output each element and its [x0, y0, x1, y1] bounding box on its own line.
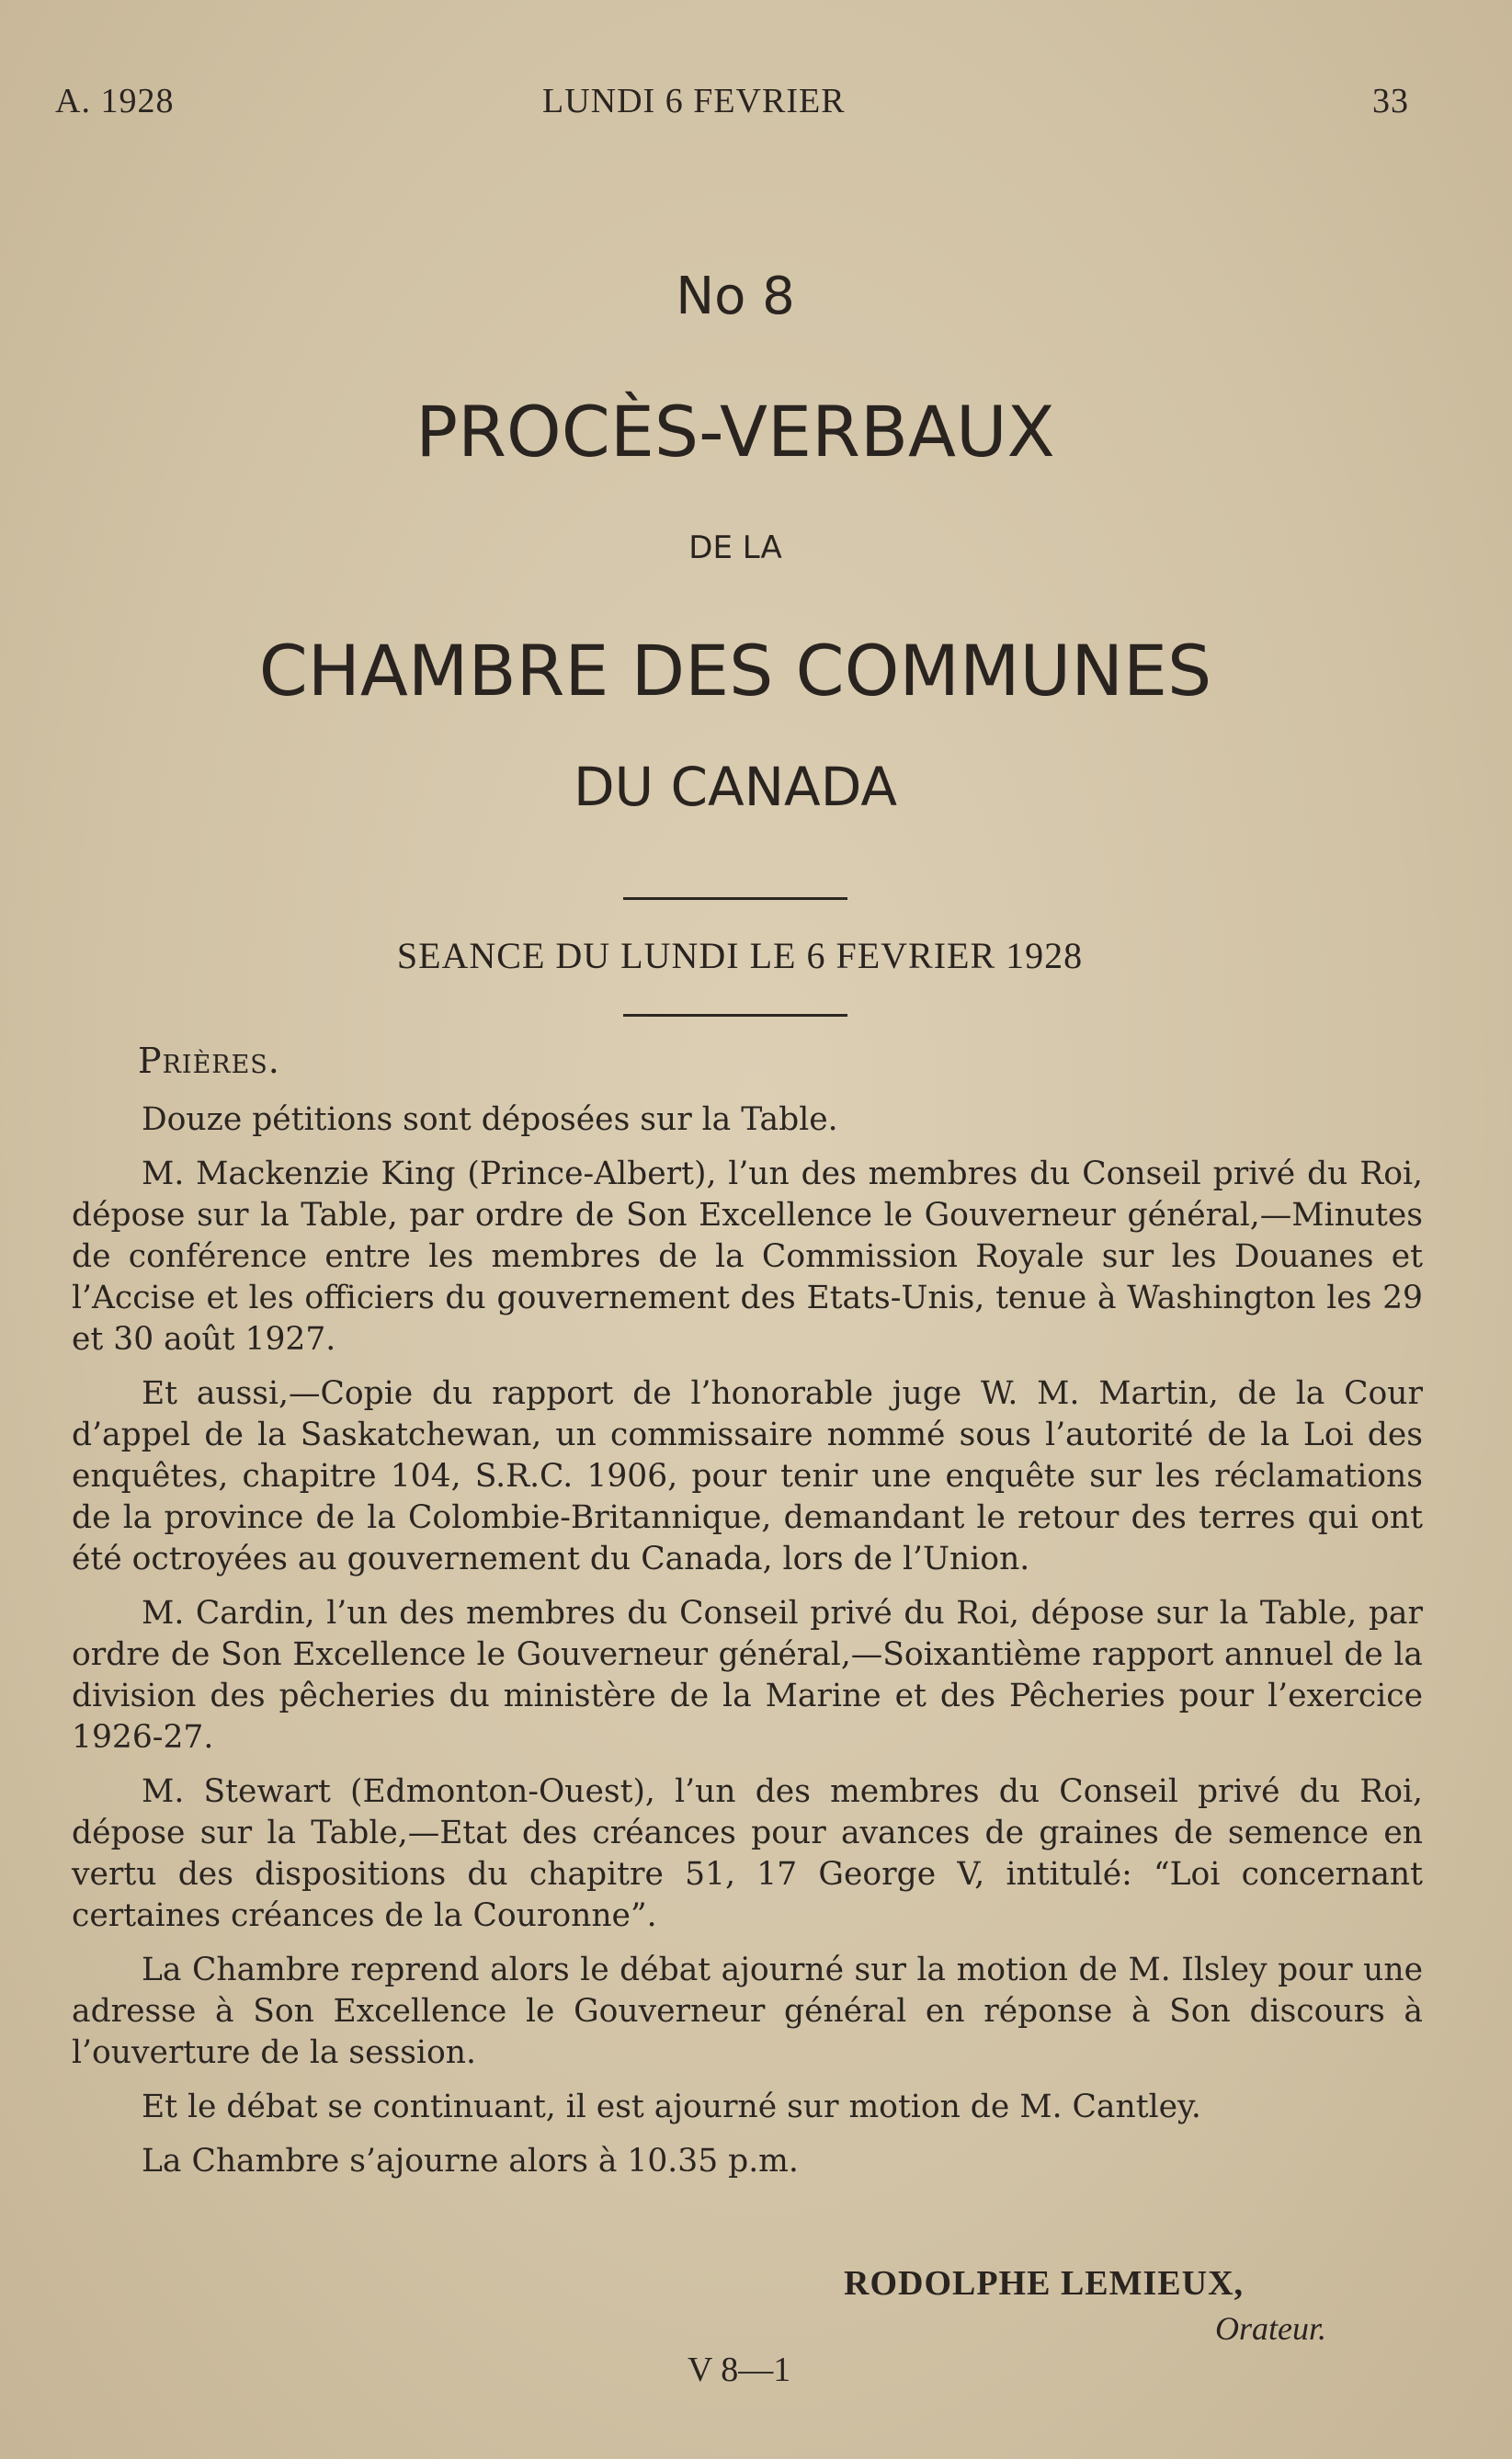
header-year: A. 1928: [55, 82, 175, 120]
divider-top: [623, 897, 847, 900]
paragraph: M. Mackenzie King (Prince-Albert), l’un des membres du Conseil privé du Roi, dépose sur la Table, par ordre de Son Excellence le Gouverneur général,—Minutes de conférence entre les membres de la Commission Royale sur les Douanes et l’Accise et les officiers du gouvernement des Etats-Unis, tenue à Washington les 29 et 30 août 1927.: [72, 1156, 1423, 1358]
paragraph: Douze pétitions sont déposées sur la Table.: [142, 1101, 838, 1138]
paragraph: La Chambre s’ajourne alors à 10.35 p.m.: [142, 2143, 799, 2180]
paragraph: Et le débat se continuant, il est ajourné sur motion de M. Cantley.: [142, 2089, 1201, 2125]
paragraph: M. Cardin, l’un des membres du Conseil privé du Roi, dépose sur la Table, par ordre de Son Excellence le Gouverneur général,—Soixantième rapport annuel de la division des pêcheries du ministère de la Marine et des Pêcheries pour l’exercice 1926-27.: [72, 1595, 1423, 1756]
page-title: PROCÈS-VERBAUX: [415, 391, 1055, 472]
issue-number: No 8: [676, 267, 795, 326]
prayers-heading: Prières.: [138, 1041, 280, 1081]
page-subtitle: CHAMBRE DES COMMUNES: [258, 630, 1212, 712]
paragraph: Et aussi,—Copie du rapport de l’honorable juge W. M. Martin, de la Cour d’appel de la Saskatchewan, un commissaire nommé sous l’autorité de la Loi des enquêtes, chapitre 104, S.R.C. 1906, pour tenir une enquête sur les réclamations de la province de la Colombie-Britannique, demandant le retour des terres qui ont été octroyées au gouvernement du Canada, lors de l’Union.: [72, 1375, 1423, 1577]
paragraph: La Chambre reprend alors le débat ajourné sur la motion de M. Ilsley pour une adresse à Son Excellence le Gouverneur général en réponse à Son discours à l’ouverture de la session.: [72, 1952, 1423, 2071]
title-connector: DE LA: [688, 529, 782, 566]
signature-title: Orateur.: [1215, 2310, 1327, 2347]
session-heading: SEANCE DU LUNDI LE 6 FEVRIER 1928: [396, 935, 1084, 976]
paragraph: M. Stewart (Edmonton-Ouest), l’un des membres du Conseil privé du Roi, dépose sur la Table,—Etat des créances pour avances de graines de semence en vertu des dispositions du chapitre 51, 17 George V, intitulé: “Loi concernant certaines créances de la Couronne”.: [72, 1773, 1423, 1934]
header-date: LUNDI 6 FEVRIER: [542, 82, 846, 120]
divider-bottom: [623, 1014, 847, 1017]
signature-name: RODOLPHE LEMIEUX,: [844, 2264, 1245, 2303]
footer-signature-mark: V 8—1: [688, 2351, 791, 2389]
proceedings-body: [72, 1099, 1423, 2195]
header-page-number: 33: [1372, 82, 1409, 120]
page-subtitle-country: DU CANADA: [573, 756, 898, 818]
